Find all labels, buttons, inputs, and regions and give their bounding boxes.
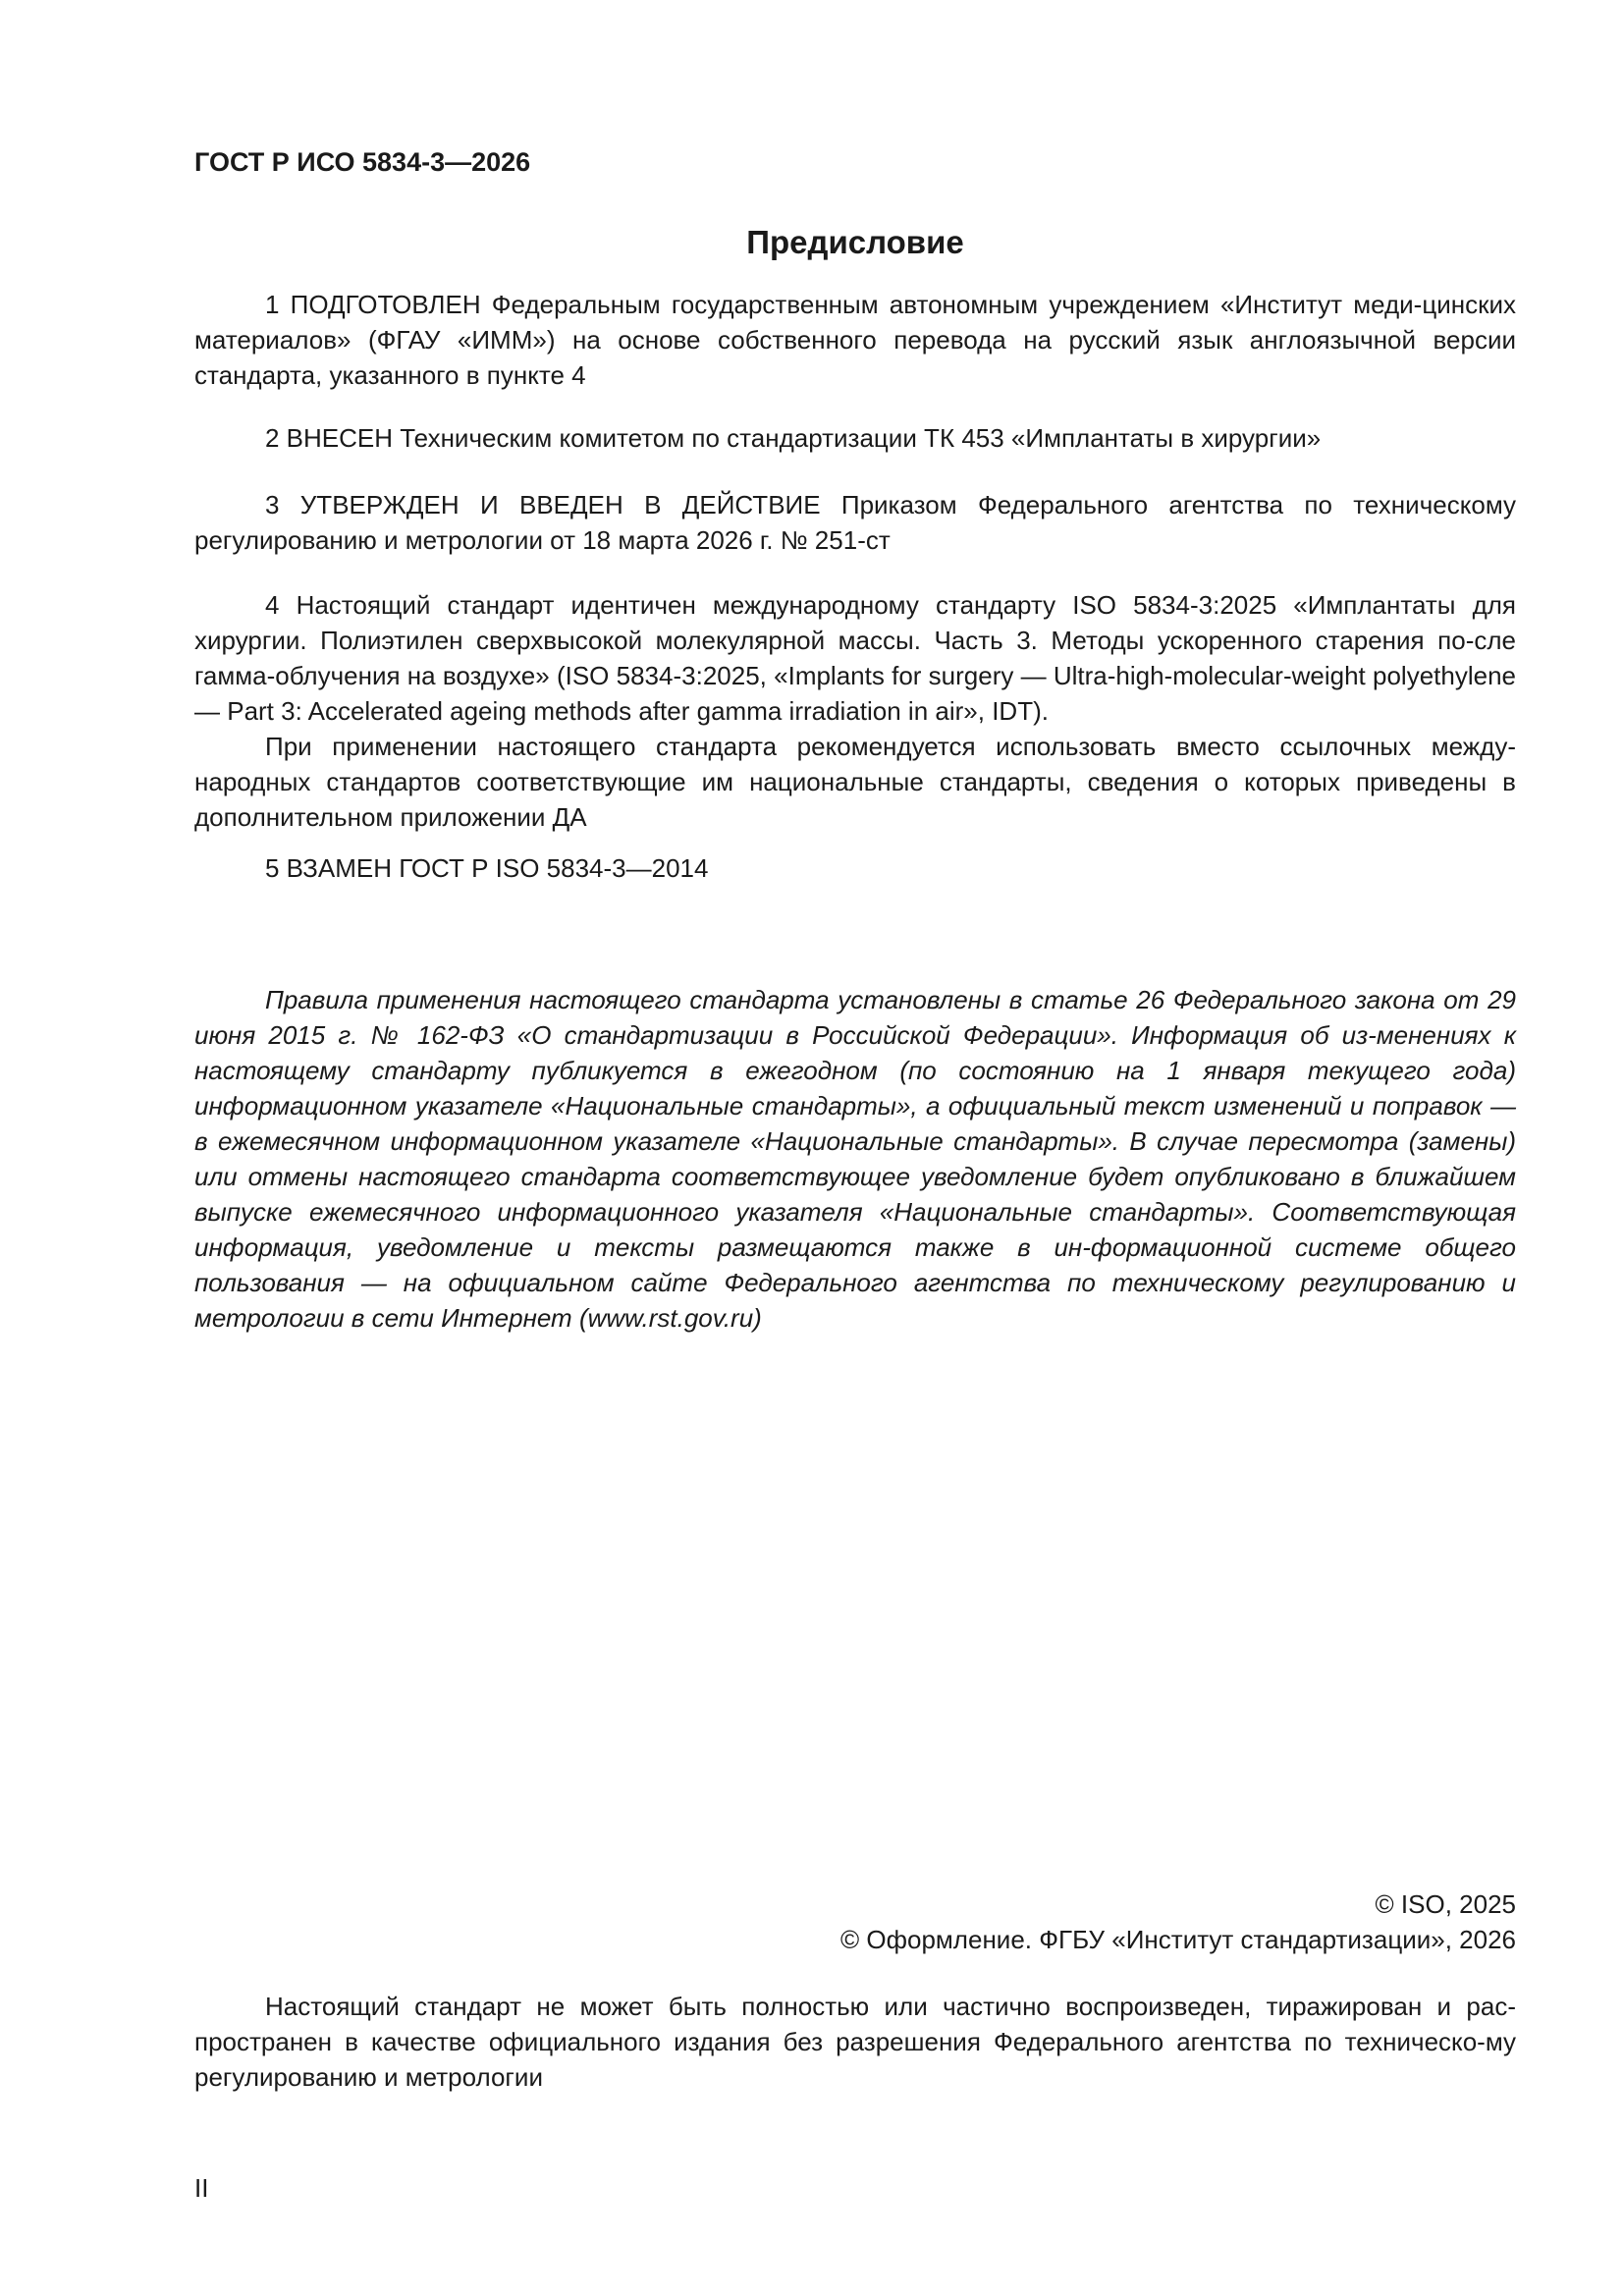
copyright-design: © Оформление. ФГБУ «Институт стандартизации», 2026: [840, 1925, 1516, 1954]
item-1-text: 1 ПОДГОТОВЛЕН Федеральным государственным автономным учреждением «Институт меди-цинских материалов» (ФГАУ «ИММ») на основе собственного перевода на русский язык англоязычной версии стандарта, указанного в пункте 4: [194, 290, 1516, 390]
item-1: [194, 287, 1516, 393]
item-4-text: 4 Настоящий стандарт идентичен международному стандарту ISO 5834-3:2025 «Имплантаты для хирургии. Полиэтилен сверхвысокой молекулярной массы. Часть 3. Методы ускоренного старения по-сле гамма-облучения на воздухе» (ISO 5834-3:2025, «Implants for surgery — Ultra-high-molecular-weight polyethylene — Part 3: Accelerated ageing methods after gamma irradiation in air», IDT).: [194, 590, 1516, 726]
copyright-block: [840, 1886, 1516, 1957]
item-2: [194, 420, 1516, 456]
page-number: II: [194, 2173, 209, 2203]
rules-note-text: Правила применения настоящего стандарта установлены в статье 26 Федерального закона от 29 июня 2015 г. № 162-ФЗ «О стандартизации в Российской Федерации». Информация об из-менениях к настоящему стандарту публикуется в ежегодном (по состоянию на 1 января текущего года) информационном указателе «Национальные стандарты», а официальный текст изменений и поправок — в ежемесячном информационном указателе «Национальные стандарты». В случае пересмотра (замены) или отмены настоящего стандарта соответствующее уведомление будет опубликовано в ближайшем выпуске ежемесячного информационного указателя «Национальные стандарты». Соответствующая информация, уведомление и тексты размещаются также в ин-формационной системе общего пользования — на официальном сайте Федерального агентства по техническому регулированию и метрологии в сети Интернет (www.rst.gov.ru): [194, 985, 1516, 1333]
item-5: [194, 850, 1516, 886]
item-3-text: 3 УТВЕРЖДЕН И ВВЕДЕН В ДЕЙСТВИЕ Приказом Федерального агентства по техническому регулированию и метрологии от 18 марта 2026 г. № 251-ст: [194, 490, 1516, 555]
copyright-iso: © ISO, 2025: [1375, 1889, 1516, 1919]
item-4-extra: При применении настоящего стандарта рекомендуется использовать вместо ссылочных между-народных стандартов соответствующие им национальные стандарты, сведения о которых приведены в дополнительном приложении ДА: [194, 732, 1516, 832]
reproduction-notice: [194, 1989, 1516, 2095]
document-code: ГОСТ Р ИСО 5834-3—2026: [194, 147, 531, 177]
item-2-text: 2 ВНЕСЕН Техническим комитетом по стандартизации ТК 453 «Имплантаты в хирургии»: [265, 423, 1322, 453]
section-title: Предисловие: [746, 224, 964, 260]
item-4: [194, 587, 1516, 835]
reproduction-notice-text: Настоящий стандарт не может быть полностью или частично воспроизведен, тиражирован и рас-пространен в качестве официального издания без разрешения Федерального агентства по техническо-му регулированию и метрологии: [194, 1992, 1516, 2092]
item-5-text: 5 ВЗАМЕН ГОСТ Р ISO 5834-3—2014: [265, 853, 709, 883]
rules-note: [194, 982, 1516, 1336]
item-3: [194, 487, 1516, 558]
